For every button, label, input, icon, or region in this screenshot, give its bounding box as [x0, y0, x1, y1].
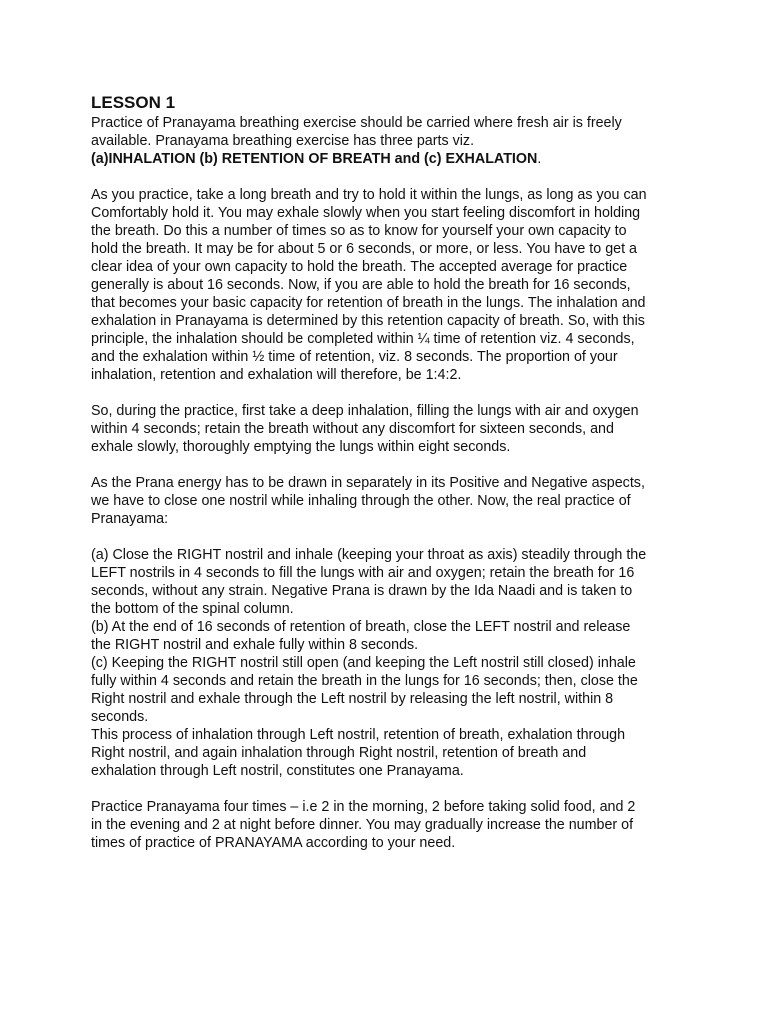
step-b: (b) At the end of 16 seconds of retention of breath, close the LEFT nostril and release the RIGHT nostril and exhale fully within 8 seconds.: [91, 619, 631, 653]
document-page: [91, 92, 691, 852]
step-c: (c) Keeping the RIGHT nostril still open (and keeping the Left nostril still closed) inhale fully within 4 seconds and retain the breath in the lungs for 16 seconds; then, close the Right nostril and exhale through the Left nostril by releasing the left nostril, within 8 seconds.: [91, 655, 638, 725]
lesson-title: LESSON 1: [91, 93, 176, 112]
step-a: (a) Close the RIGHT nostril and inhale (keeping your throat as axis) steadily through the LEFT nostrils in 4 seconds to fill the lungs with air and oxygen; retain the breath for 16 seconds, without any strain. Negative Prana is drawn by the Ida Naadi and is taken to the bottom of the spinal column.: [91, 547, 647, 617]
paragraph-prana-energy: As the Prana energy has to be drawn in separately in its Positive and Negative aspects, we have to close one nostril while inhaling through the other. Now, the real practice of Pranayama:: [91, 475, 645, 527]
closing-paragraph: Practice Pranayama four times – i.e 2 in the morning, 2 before taking solid food, and 2 in the evening and 2 at night before dinner. You may gradually increase the number of times of practice of PRANAYAMA according to your need.: [91, 799, 636, 851]
parts-heading-period: .: [537, 151, 542, 167]
paragraph-practice: So, during the practice, first take a deep inhalation, filling the lungs with air and oxygen within 4 seconds; retain the breath without any discomfort for sixteen seconds, and exhale slowly, thoroughly emptying the lungs within eight seconds.: [91, 403, 639, 455]
parts-heading-text: (a)INHALATION (b) RETENTION OF BREATH and (c) EXHALATION: [91, 151, 538, 167]
parts-heading: [91, 150, 691, 168]
process-summary: This process of inhalation through Left nostril, retention of breath, exhalation through Right nostril, and again inhalation through Right nostril, retention of breath and exhalation through Left nostril, constitutes one Pranayama.: [91, 727, 626, 779]
paragraph-capacity: As you practice, take a long breath and try to hold it within the lungs, as long as you can Comfortably hold it. You may exhale slowly when you start feeling discomfort in holding the breath. Do this a number of times so as to know for yourself your own capacity to hold the breath. It may be for about 5 or 6 seconds, or more, or less. You have to get a clear idea of your own capacity to hold the breath. The accepted average for practice generally is about 16 seconds. Now, if you are able to hold the breath for 16 seconds, that becomes your basic capacity for retention of breath in the lungs. The inhalation and exhalation in Pranayama is determined by this retention capacity of breath. So, with this principle, the inhalation should be completed within ¼ time of retention viz. 4 seconds, and the exhalation within ½ time of retention, viz. 8 seconds. The proportion of your inhalation, retention and exhalation will therefore, be 1:4:2.: [91, 187, 647, 383]
intro-paragraph: Practice of Pranayama breathing exercise should be carried where fresh air is freely available. Pranayama breathing exercise has three parts viz.: [91, 115, 622, 149]
